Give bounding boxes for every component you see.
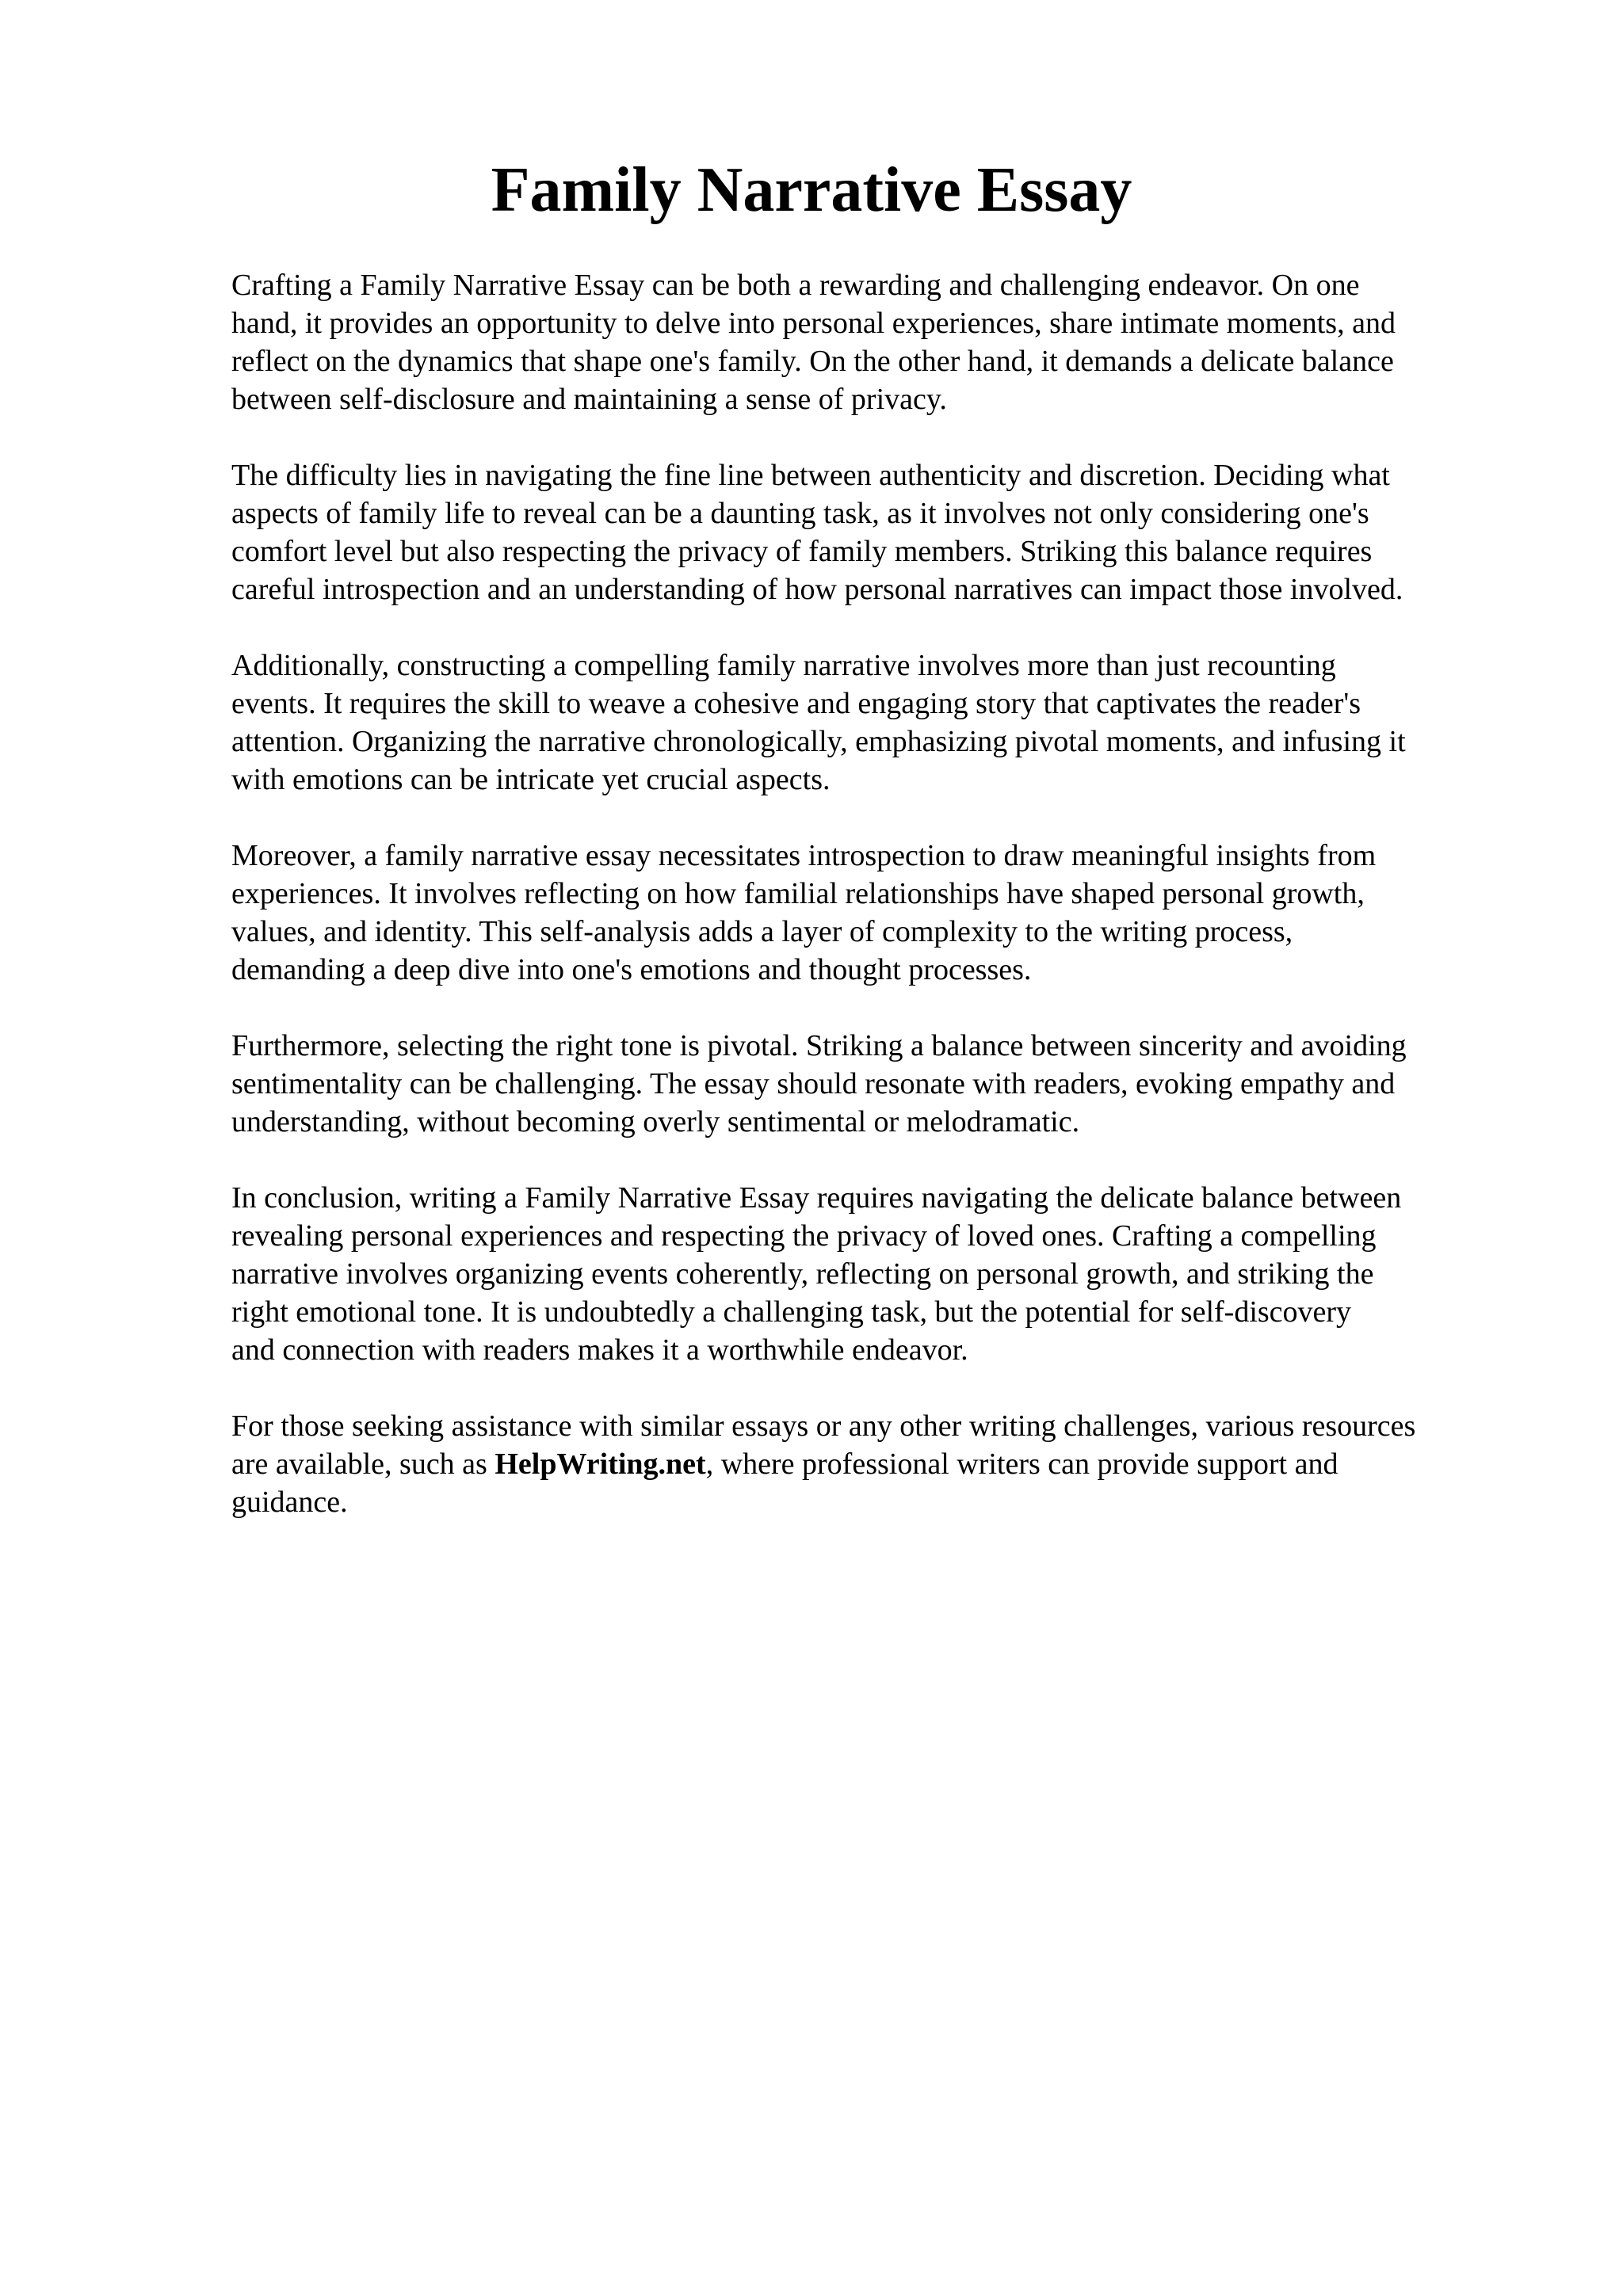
paragraph-1 — [231, 266, 1531, 418]
text-line: values, and identity. This self-analysis adds a layer of complexity to the writing process, — [231, 915, 1293, 948]
text-fragment: are available, such as — [231, 1447, 495, 1481]
text-fragment: , where professional writers can provide support and — [705, 1447, 1338, 1481]
text-line: sentimentality can be challenging. The essay should resonate with readers, evoking empathy and — [231, 1067, 1396, 1100]
text-line: The difficulty lies in navigating the fine line between authenticity and discretion. Deciding what — [231, 459, 1390, 492]
text-line: guidance. — [231, 1486, 348, 1519]
text-line: hand, it provides an opportunity to delve into personal experiences, share intimate moments, and — [231, 307, 1396, 340]
text-line: reflect on the dynamics that shape one's family. On the other hand, it demands a delicate balance — [231, 345, 1394, 378]
text-line: right emotional tone. It is undoubtedly a challenging task, but the potential for self-discovery — [231, 1295, 1352, 1329]
paragraph-2 — [231, 456, 1531, 608]
text-line: comfort level but also respecting the privacy of family members. Striking this balance requires — [231, 535, 1373, 568]
paragraph-5 — [231, 1027, 1531, 1141]
paragraph-6 — [231, 1179, 1531, 1369]
text-line: Moreover, a family narrative essay necessitates introspection to draw meaningful insights from — [231, 839, 1377, 872]
text-line: narrative involves organizing events coherently, reflecting on personal growth, and striking the — [231, 1257, 1374, 1291]
essay-body — [231, 266, 1531, 1559]
paragraph-closing — [231, 1407, 1531, 1521]
page-title: Family Narrative Essay — [491, 155, 1132, 225]
text-line: understanding, without becoming overly sentimental or melodramatic. — [231, 1105, 1080, 1138]
text-line: demanding a deep dive into one's emotions and thought processes. — [231, 953, 1032, 986]
paragraph-3 — [231, 646, 1531, 799]
text-line: aspects of family life to reveal can be a daunting task, as it involves not only considering one's — [231, 497, 1369, 530]
text-line: Furthermore, selecting the right tone is pivotal. Striking a balance between sincerity and avoiding — [231, 1029, 1407, 1062]
paragraph-4 — [231, 837, 1531, 989]
text-line: For those seeking assistance with similar essays or any other writing challenges, various resources — [231, 1409, 1416, 1443]
text-line: experiences. It involves reflecting on how familial relationships have shaped personal growth, — [231, 877, 1365, 910]
brand-name: HelpWriting.net — [495, 1447, 706, 1481]
text-line: Additionally, constructing a compelling family narrative involves more than just recounting — [231, 649, 1336, 682]
text-line: events. It requires the skill to weave a cohesive and engaging story that captivates the reader's — [231, 687, 1361, 720]
text-line: Crafting a Family Narrative Essay can be both a rewarding and challenging endeavor. On one — [231, 269, 1360, 302]
text-line: and connection with readers makes it a worthwhile endeavor. — [231, 1333, 968, 1367]
text-line: attention. Organizing the narrative chronologically, emphasizing pivotal moments, and infusing it — [231, 725, 1406, 758]
text-line: revealing personal experiences and respecting the privacy of loved ones. Crafting a compelling — [231, 1219, 1377, 1253]
text-line: between self-disclosure and maintaining a sense of privacy. — [231, 383, 947, 416]
text-line: In conclusion, writing a Family Narrative Essay requires navigating the delicate balance between — [231, 1181, 1402, 1215]
text-line: with emotions can be intricate yet crucial aspects. — [231, 763, 831, 796]
text-line: careful introspection and an understanding of how personal narratives can impact those involved. — [231, 573, 1403, 606]
text-line — [231, 1445, 1531, 1483]
